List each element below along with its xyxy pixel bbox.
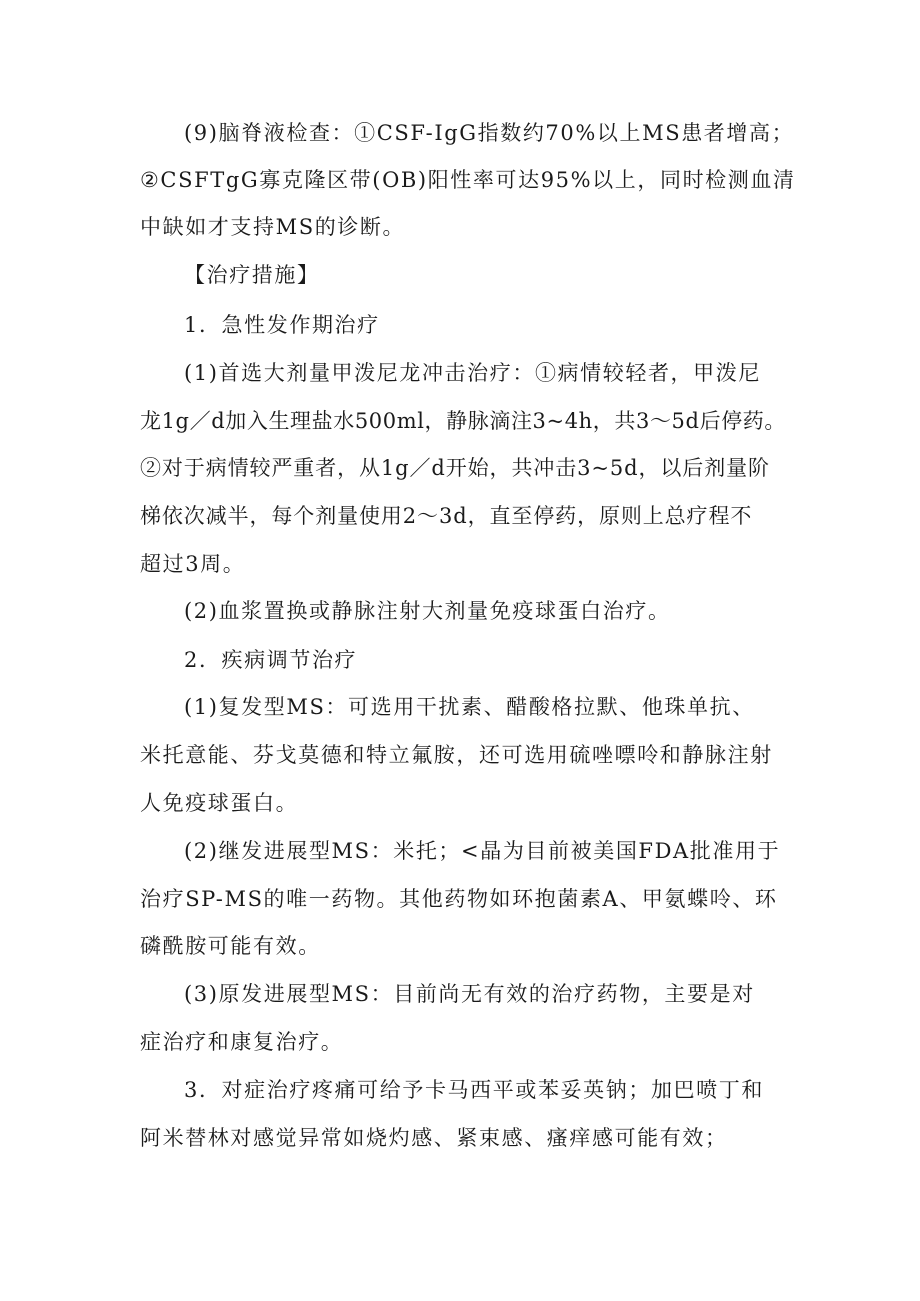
text-line: ②对于病情较严重者，从1g／d开始，共冲击3~5d，以后剂量阶	[140, 456, 770, 480]
subsection-heading: 1．急性发作期治疗	[184, 313, 380, 337]
text-line: (1)复发型MS：可选用干扰素、醋酸格拉默、他珠单抗、	[184, 695, 755, 719]
text-line: (2)血浆置换或静脉注射大剂量免疫球蛋白治疗。	[184, 599, 671, 623]
text-line: (3)原发进展型MS：目前尚无有效的治疗药物，主要是对	[184, 982, 755, 1006]
text-line: 米托意能、芬戈莫德和特立氟胺，还可选用硫唑嘌呤和静脉注射	[140, 743, 773, 767]
section-heading: 【治疗措施】	[184, 263, 320, 287]
subsection-heading: 2．疾病调节治疗	[184, 648, 358, 672]
text-line: ②CSFTgG寡克隆区带(OB)阳性率可达95%以上，同时检测血清	[140, 168, 796, 192]
text-line: (9)脑脊液检查：①CSF-IgG指数约70%以上MS患者增高；	[184, 121, 795, 145]
text-line: (1)首选大剂量甲泼尼龙冲击治疗：①病情较轻者，甲泼尼	[184, 361, 761, 385]
text-line: 超过3周。	[140, 552, 246, 576]
text-line: 中缺如才支持MS的诊断。	[140, 215, 406, 239]
text-line: 症治疗和康复治疗。	[140, 1030, 344, 1054]
text-line: (2)继发进展型MS：米托；<晶为目前被美国FDA批准用于	[184, 839, 781, 863]
text-line: 磷酰胺可能有效。	[140, 934, 321, 958]
subsection-heading: 3．对症治疗疼痛可给予卡马西平或苯妥英钠；加巴喷丁和	[184, 1078, 764, 1102]
text-line: 梯依次减半，每个剂量使用2～3d，直至停药，原则上总疗程不	[140, 504, 753, 528]
text-line: 治疗SP-MS的唯一药物。其他药物如环抱菌素A、甲氨蝶呤、环	[140, 887, 778, 911]
text-line: 阿米替林对感觉异常如烧灼感、紧束感、瘙痒感可能有效；	[140, 1126, 728, 1150]
text-line: 人免疫球蛋白。	[140, 791, 299, 815]
text-line: 龙1g／d加入生理盐水500ml，静脉滴注3~4h，共3～5d后停药。	[140, 409, 786, 433]
